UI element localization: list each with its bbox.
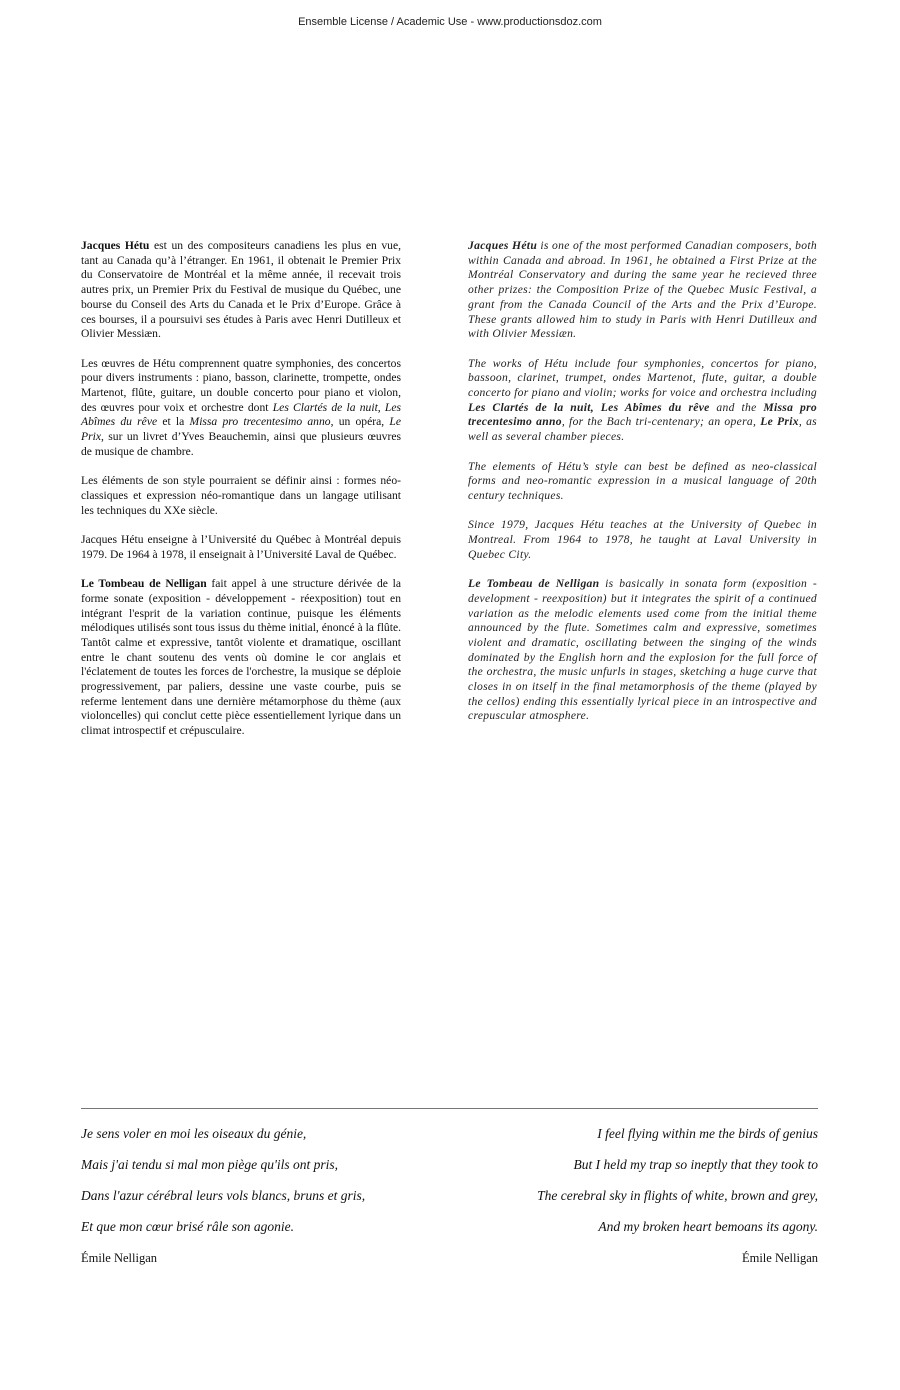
- poet-signature-fr: Émile Nelligan: [81, 1251, 158, 1265]
- fr-paragraph-bio: Jacques Hétu est un des compositeurs canadiens les plus en vue, tant au Canada qu’à l’étranger. En 1961, il obtenait le Premier Prix du Conservatoire de Montréal et la même année, il recevait trois autres prix, un Premier Prix du Festival de musique du Québec, une bourse du Conseil des Arts du Canada et le Prix d’Europe. Grâce à ces bourses, il a poursuivi ses études à Paris avec Henri Dutilleux et Olivier Messiæn.: [81, 239, 401, 341]
- work-title: Le Prix: [760, 415, 799, 429]
- en-paragraph-tombeau: Le Tombeau de Nelligan is basically in sonata form (exposition - development - reexposition) but it integrates the spirit of a continued variation as the melodic elements used come from the initial theme announced by the flute. Sometimes calm and expressive, sometimes violent and dramatic, oscillating between the singing of the winds dominated by the English horn and the explosion for the full force of the orchestra, the music unfurls in stages, sketching a huge curve that closes in on itself in the final metamorphosis of the theme (played by the cellos) ending this essentially lyrical piece in an introspective and crepuscular atmosphere.: [468, 577, 817, 723]
- fr-paragraph-works: Les œuvres de Hétu comprennent quatre symphonies, des concertos pour divers instruments : piano, basson, clarinette, trompette, ondes Martenot, flûte, guitare, un double concerto pour piano et violon, des œuvres pour voix et orchestre dont Les Clartés de la nuit, Les Abîmes du rêve et la Missa pro trecentesimo anno, un opéra, Le Prix, sur un livret d’Yves Beauchemin, ainsi que plusieurs œuvres de musique de chambre.: [81, 356, 401, 458]
- poem-line: I feel flying within me the birds of genius: [597, 1126, 818, 1141]
- work-title: Missa pro trecentesimo anno: [468, 400, 817, 429]
- license-header: Ensemble License / Academic Use - www.productionsdoz.com: [298, 16, 602, 28]
- poem-line: But I held my trap so ineptly that they took to: [573, 1157, 818, 1172]
- poem-french: [81, 1118, 365, 1242]
- composer-name: Jacques Hétu: [81, 239, 150, 252]
- en-paragraph-bio: Jacques Hétu is one of the most performed Canadian composers, both within Canada and abroad. In 1961, he obtained a First Prize at the Montréal Conservatory and during the same year he recieved three other prizes: the Composition Prize of the Quebec Music Festival, a grant from the Canada Council of the Arts and the Prix d’Europe. These grants allowed him to study in Paris with Henri Dutilleux and with Olivier Messiæn.: [468, 239, 817, 341]
- poet-signature-en: Émile Nelligan: [741, 1251, 818, 1265]
- section-divider: [81, 1108, 818, 1109]
- work-title: Le Prix: [81, 415, 401, 444]
- fr-paragraph-teaching: Jacques Hétu enseigne à l’Université du Québec à Montréal depuis 1979. De 1964 à 1978, il enseignait à l’Université Laval de Québec.: [81, 533, 401, 561]
- english-column: [468, 239, 817, 739]
- poem-line: Et que mon cœur brisé râle son agonie.: [81, 1219, 294, 1234]
- composer-name: Jacques Hétu: [468, 239, 538, 252]
- work-title: Le Tombeau de Nelligan: [468, 577, 600, 591]
- work-title: Missa pro trecentesimo anno: [189, 415, 331, 429]
- french-column: [81, 239, 401, 754]
- en-paragraph-works: The works of Hétu include four symphonies, concertos for piano, bassoon, clarinet, trumpet, ondes Martenot, flute, guitar, a double concerto for piano and violin; works for voice and orchestra including Les Clartés de la nuit, Les Abîmes du rêve and the Missa pro trecentesimo anno, for the Bach tri-centenary; an opera, Le Prix, as well as several chamber pieces.: [468, 356, 818, 444]
- poem-line: Mais j'ai tendu si mal mon piège qu'ils ont pris,: [81, 1157, 339, 1172]
- poem-line: The cerebral sky in flights of white, brown and grey,: [537, 1188, 818, 1203]
- poem-line: Je sens voler en moi les oiseaux du génie,: [81, 1126, 307, 1141]
- poem-line: And my broken heart bemoans its agony.: [598, 1219, 818, 1234]
- work-title: Le Tombeau de Nelligan: [81, 577, 207, 591]
- en-paragraph-style: The elements of Hétu’s style can best be defined as neo-classical forms and neo-romantic expression in a musical language of 20th century techniques.: [468, 459, 817, 502]
- fr-paragraph-style: Les éléments de son style pourraient se définir ainsi : formes néo-classiques et expression néo-romantique dans un langage utilisant les techniques du XXe siècle.: [81, 474, 401, 517]
- work-title: Les Clartés de la nuit, Les Abîmes du rêve: [468, 400, 710, 414]
- en-paragraph-teaching: Since 1979, Jacques Hétu teaches at the University of Quebec in Montreal. From 1964 to 1978, he taught at Laval University in Quebec City.: [468, 518, 817, 561]
- poem-english: [537, 1118, 818, 1242]
- work-title: Les Clartés de la nuit, Les Abîmes du rêve: [81, 400, 401, 429]
- poem-line: Dans l'azur cérébral leurs vols blancs, bruns et gris,: [81, 1188, 366, 1203]
- fr-paragraph-tombeau: Le Tombeau de Nelligan fait appel à une structure dérivée de la forme sonate (exposition - développement - réexposition) tout en intégrant l'esprit de la variation continue, puisque les éléments mélodiques utilisés sont tous issus du thème initial, énoncé à la flûte. Tantôt calme et expressive, tantôt violente et dramatique, oscillant entre le chant soutenu des vents où domine le cor anglais et l'éclatement de toutes les forces de l'orchestre, la musique se déploie progressivement, par paliers, dessine une vaste courbe, puis se referme lentement dans une dernière métamorphose du thème (aux violoncelles) qui conclut cette pièce essentiellement lyrique dans un climat introspectif et crépusculaire.: [81, 577, 401, 738]
